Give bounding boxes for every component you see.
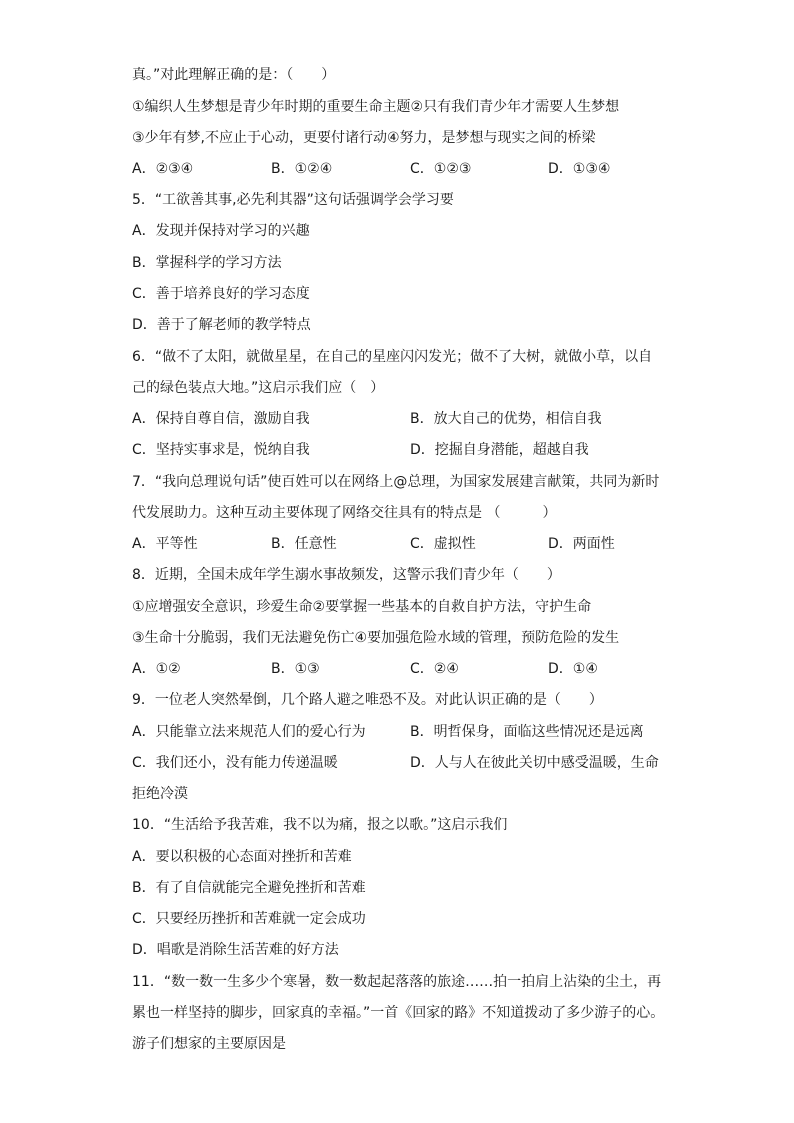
- question-6-option-a: A．保持自尊自信，激励自我: [132, 411, 310, 427]
- question-8-option-a: A．①②: [132, 661, 181, 677]
- question-6-option-b: B．放大自己的优势，相信自我: [410, 411, 602, 427]
- question-7-option-c: C．虚拟性: [410, 536, 476, 552]
- question-11-stem-3: 游子们想家的主要原因是: [132, 1036, 286, 1052]
- question-7-option-d: D．两面性: [548, 536, 615, 552]
- question-10-option-b: B．有了自信就能完全避免挫折和苦难: [132, 880, 366, 896]
- question-10-option-d: D．唱歌是消除生活苦难的好方法: [132, 942, 339, 958]
- question-9-option-b: B．明哲保身，面临这些情况还是远离: [410, 724, 644, 740]
- question-7-option-b: B．任意性: [271, 536, 337, 552]
- question-9-option-d-continued: 拒绝冷漠: [132, 786, 188, 802]
- question-5-option-c: C．善于培养良好的学习态度: [132, 286, 310, 302]
- question-9-option-a: A．只能靠立法来规范人们的爱心行为: [132, 724, 366, 740]
- question-8-stem: 8．近期，全国未成年学生溺水事故频发，这警示我们青少年（ ）: [132, 567, 561, 583]
- question-6-stem-1: 6．“做不了太阳，就做星星，在自己的星座闪闪发光；做不了大树，就做小草，以自: [132, 349, 653, 365]
- question-6-stem-2: 己的绿色装点大地。”这启示我们应（ ）: [132, 380, 385, 396]
- question-4-option-d: D．①③④: [548, 161, 611, 177]
- question-8-option-b: B．①③: [271, 661, 320, 677]
- question-11-stem-1: 11．“数一数一生多少个寒暑，数一数起起落落的旅途……拍一拍肩上沾染的尘土，再: [132, 974, 662, 990]
- question-5-option-b: B．掌握科学的学习方法: [132, 255, 282, 271]
- question-9-stem: 9．一位老人突然晕倒，几个路人避之唯恐不及。对此认识正确的是（ ）: [132, 692, 603, 708]
- question-5-option-a: A．发现并保持对学习的兴趣: [132, 223, 310, 239]
- question-7-stem-1: 7．“我向总理说句话”使百姓可以在网络上@总理，为国家发展建言献策，共同为新时: [132, 474, 660, 490]
- question-8-option-d: D．①④: [548, 661, 598, 677]
- question-6-option-d: D．挖掘自身潜能，超越自我: [410, 442, 589, 458]
- question-4-statement-1: ①编织人生梦想是青少年时期的重要生命主题②只有我们青少年才需要人生梦想: [132, 99, 620, 115]
- question-4-option-b: B．①②④: [271, 161, 333, 177]
- question-4-option-a: A．②③④: [132, 161, 194, 177]
- question-5-stem: 5．“工欲善其事,必先利其器”这句话强调学会学习要: [132, 192, 454, 208]
- question-8-statement-1: ①应增强安全意识，珍爱生命②要掌握一些基本的自救自护方法，守护生命: [132, 599, 592, 615]
- question-8-statement-2: ③生命十分脆弱，我们无法避免伤亡④要加强危险水域的管理，预防危险的发生: [132, 630, 620, 646]
- question-7-stem-2: 代发展助力。这种互动主要体现了网络交往具有的特点是 （ ）: [132, 505, 557, 521]
- question-7-option-a: A．平等性: [132, 536, 198, 552]
- question-10-option-a: A．要以积极的心态面对挫折和苦难: [132, 849, 352, 865]
- question-11-stem-2: 累也一样坚持的脚步，回家真的幸福。”一首《回家的路》不知道拨动了多少游子的心。: [132, 1005, 665, 1021]
- question-5-option-d: D．善于了解老师的教学特点: [132, 317, 311, 333]
- question-4-stem-end: 真。”对此理解正确的是：（ ）: [132, 67, 336, 83]
- question-4-option-c: C．①②③: [410, 161, 472, 177]
- question-8-option-c: C．②④: [410, 661, 459, 677]
- question-10-stem: 10．“生活给予我苦难，我不以为痛，报之以歌。”这启示我们: [132, 817, 508, 833]
- question-10-option-c: C．只要经历挫折和苦难就一定会成功: [132, 911, 366, 927]
- question-4-statement-2: ③少年有梦,不应止于心动，更要付诸行动④努力，是梦想与现实之间的桥梁: [132, 130, 596, 146]
- question-6-option-c: C．坚持实事求是，悦纳自我: [132, 442, 310, 458]
- question-9-option-d: D．人与人在彼此关切中感受温暖，生命: [410, 755, 659, 771]
- question-9-option-c: C．我们还小，没有能力传递温暖: [132, 755, 338, 771]
